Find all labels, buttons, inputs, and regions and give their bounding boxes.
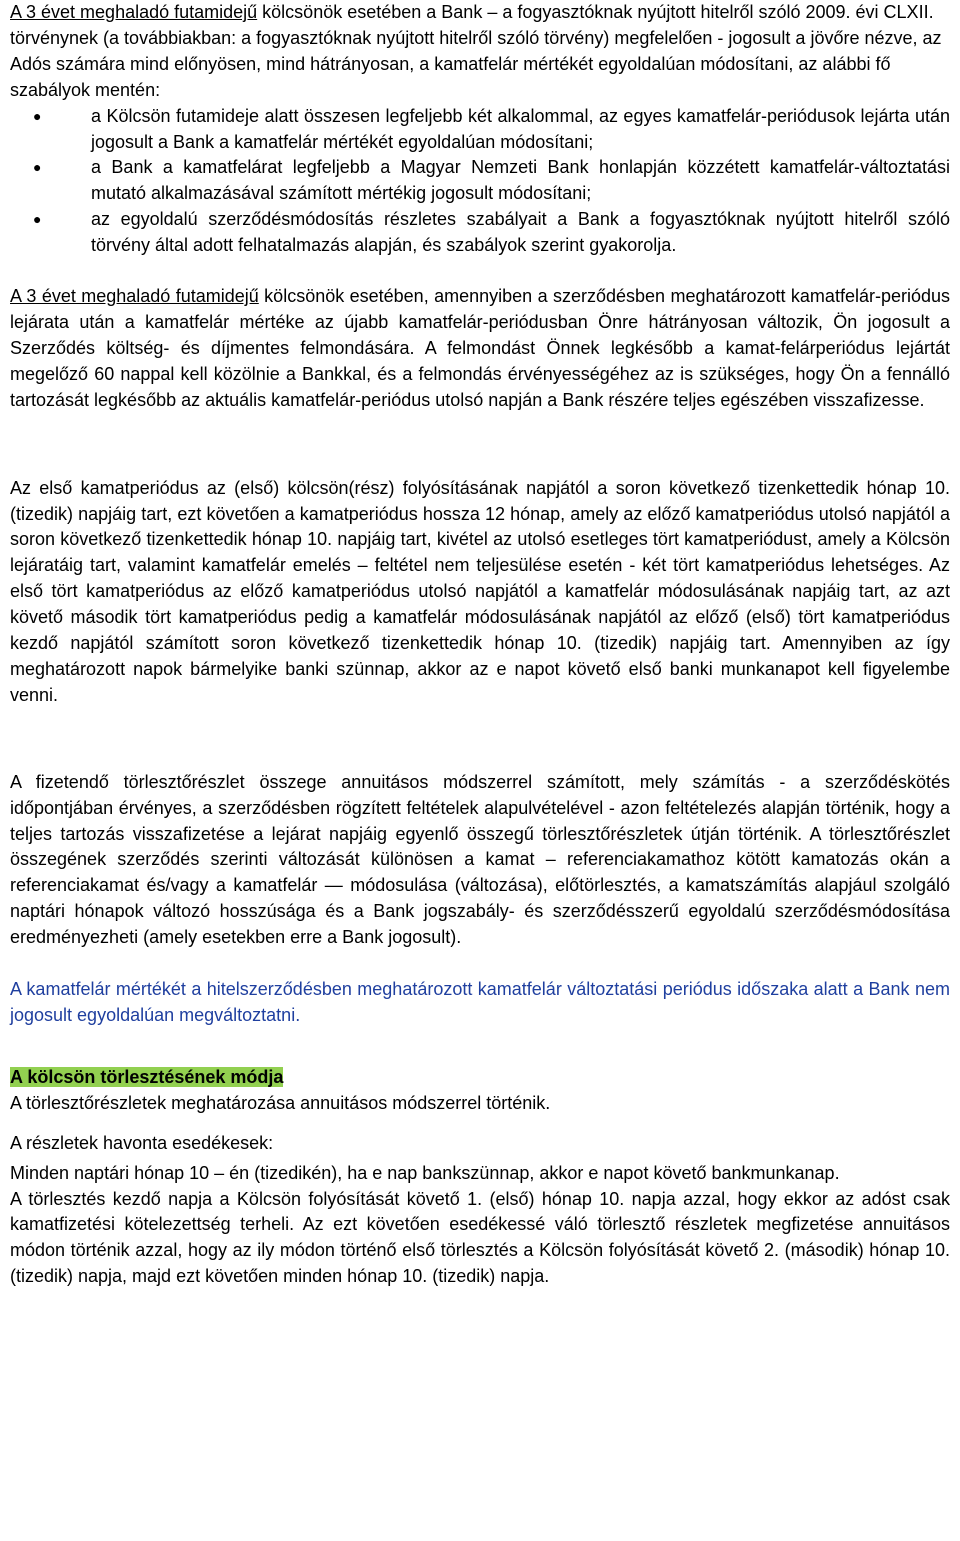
margin-change-notice: A kamatfelár mértékét a hitelszerződésben meghatározott kamatfelár változtatási periódus időszaka alatt a Bank nem jogosult egyoldalúan megváltoztatni. [10, 979, 950, 1025]
due-date-text: Minden naptári hónap 10 – én (tizedikén), ha e nap bankszünnap, akkor e napot követő bankmunkanap. [10, 1162, 840, 1183]
intro-paragraph [10, 0, 950, 104]
list-item [10, 104, 950, 156]
installment-due-label: A részletek havonta esedékesek: [10, 1132, 274, 1153]
bullet-icon: ● [33, 159, 42, 176]
list-item [10, 155, 950, 207]
termination-text: kölcsönök esetében, amennyiben a szerződésben meghatározott kamatfelár-periódus lejárata után a kamatfelár mértéke az újabb kamatfelár-periódusban Önre hátrányosan változik, Ön jogosult a Szerződés költség- és díjmentes felmondására. A felmondást Önnek legkésőbb a kamat-felárperiódus lejártát megelőző 60 nappal kell közölnie a Bankkal, és a felmondás érvényességéhez az is szükséges, hogy Ön a fennálló tartozását legkésőbb az aktuális kamatfelár-periódus utolsó napján a Bank részére teljes egészében visszafizesse. [10, 286, 950, 410]
document-page [10, 0, 950, 1290]
repayment-heading-line [10, 1065, 950, 1091]
rule-text: az egyoldalú szerződésmódosítás részletes szabályait a Bank a fogyasztóknak nyújtott hitelről szóló törvény által adott felhatalmazás alapján, és szabályok szerint gyakorolja. [91, 209, 950, 256]
rules-list [10, 104, 950, 259]
installment-paragraph: A fizetendő törlesztőrészlet összege annuitásos módszerrel számított, mely számítás - a szerződéskötés időpontjában érvényes, a szerződésben rögzített feltételek alapulvételével - azon feltételezés alapján történik, hogy a teljes tartozás visszafizetése a lejárat napjáig egyenlő összegű törlesztőrészletek útján történik. A törlesztőrészlet összegének szerződés szerinti változását különösen a kamat – referenciakamathoz kötött kamatozás okán a referenciakamat és/vagy a kamatfelár — módosulása (változása), előtörlesztés, a kamatszámítás alapjául szolgáló naptári hónapok változó hosszúsága és a Bank jogszabály- és szerződésszerű egyoldalú szerződésmódosítása eredményezheti (amely esetekben erre a Bank jogosult). [10, 771, 950, 948]
termination-underlined-text: A 3 évet meghaladó futamidejű [10, 286, 259, 307]
rule-text: a Kölcsön futamideje alatt összesen legfeljebb két alkalommal, az egyes kamatfelár-periódusok lejárta után jogosult a Bank a kamatfelár mértékét egyoldalúan módosítani; [91, 105, 950, 152]
bullet-icon: ● [33, 211, 42, 228]
first-repayment-text: A törlesztés kezdő napja a Kölcsön folyósítását követő 1. (első) hónap 10. napja azzal, hogy ekkor az adóst csak kamatfizetési kötelezettség terheli. Az ezt követően esedékessé váló törlesztő részletek megfizetése annuitásos módon történik azzal, hogy az ily módon történő első törlesztés a Kölcsön folyósítását követő 2. (második) hónap 10. (tizedik) napja, majd ezt követően minden hónap 10. (tizedik) napja. [10, 1188, 950, 1287]
termination-right-paragraph [10, 284, 950, 414]
repayment-method-text: A törlesztőrészletek meghatározása annuitásos módszerrel történik. [10, 1092, 551, 1113]
bullet-icon: ● [33, 107, 42, 124]
list-item [10, 207, 950, 259]
interest-period-paragraph: Az első kamatperiódus az (első) kölcsön(rész) folyósításának napjától a soron következő tizenkettedik hónap 10. (tizedik) napjáig tart, ezt követően a kamatperiódus hossza 12 hónap, amely az előző kamatperiódus utolsó napjától a soron következő tizenkettedik hónap 10. napjáig tart, kivétel az utolsó esetleges tört kamatperiódust, amely a Kölcsön lejáratáig tart, valamint kamatfelár emelés – feltétel nem teljesülése esetén - két tört kamatperiódus lehetséges. Az első tört kamatperiódus az előző kamatperiódus utolsó napjától a kamatfelár módosulásának napjáig tart, az azt követő második tört kamatperiódus pedig a kamatfelár módosulásának napjától az előző (első) tört kamatperiódus kezdő napjától számított soron következő tizenkettedik hónap 10. (tizedik) napjáig tart. Amennyiben az így meghatározott napok bármelyike banki szünnap, akkor az e napot követő első banki munkanapot kell figyelembe venni. [10, 477, 950, 705]
section-heading: A kölcsön törlesztésének módja [10, 1066, 284, 1087]
intro-underlined-text: A 3 évet meghaladó futamidejű [10, 2, 258, 22]
intro-text: kölcsönök esetében a Bank – a fogyasztóknak nyújtott hitelről szóló 2009. évi CLXII. törvénynek (a továbbiakban: a fogyasztóknak nyújtott hitelről szóló törvény) megfelelően - jogosult a jövőre nézve, az Adós számára mind előnyösen, mind hátrányosan, a kamatfelár mértékét egyoldalúan módosítani, az alábbi fő szabályok mentén: [10, 2, 942, 100]
repayment-section [10, 1065, 950, 1290]
section-unilateral-modification [10, 0, 950, 259]
rule-text: a Bank a kamatfelárat legfeljebb a Magyar Nemzeti Bank honlapján közzétett kamatfelár-változtatási mutató alkalmazásával számított mértékig jogosult módosítani; [91, 157, 950, 204]
